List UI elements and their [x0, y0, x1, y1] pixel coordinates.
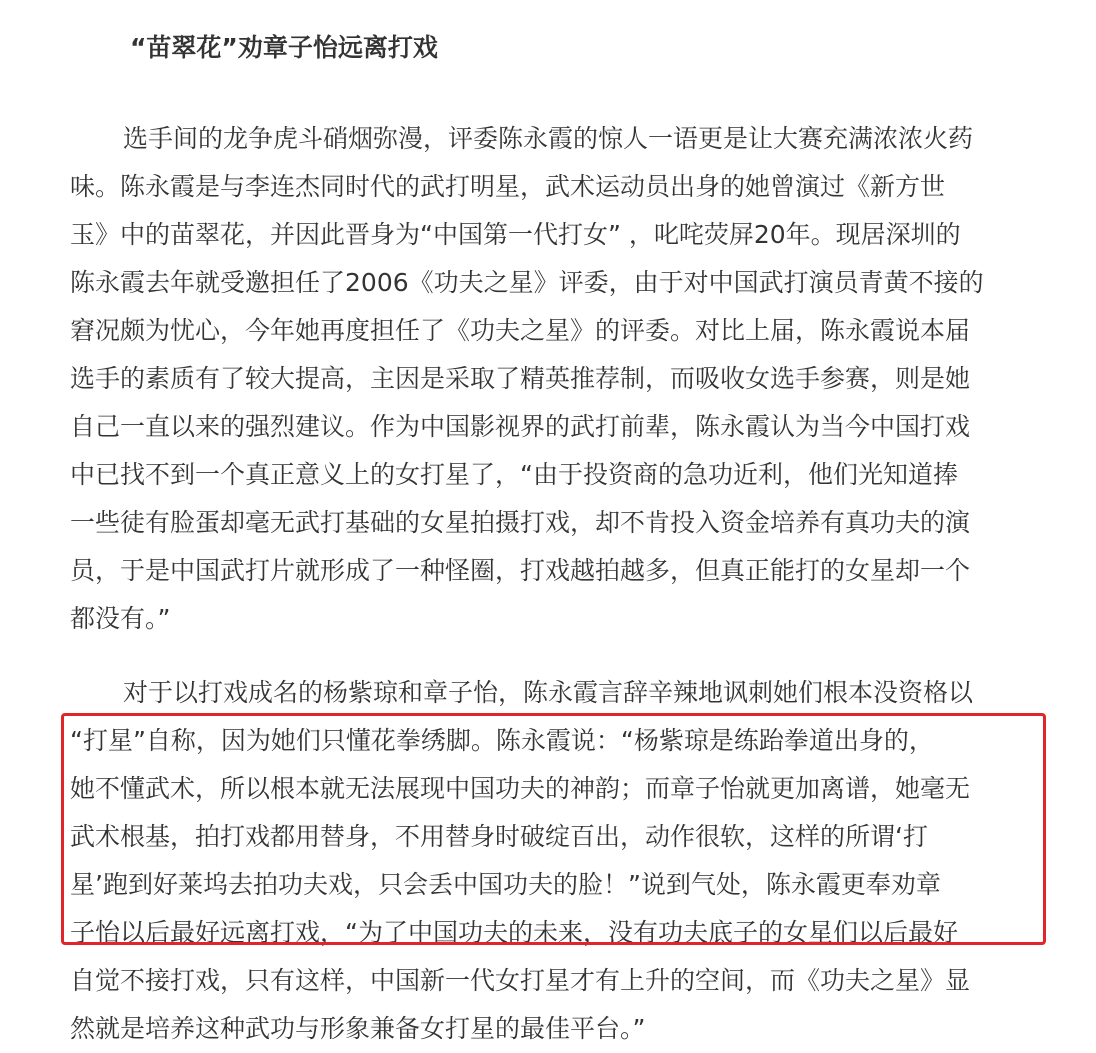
paragraph-1 [70, 115, 1050, 643]
paragraph-line: 星’跑到好莱坞去拍功夫戏，只会丢中国功夫的脸！”说到气处，陈永霞更奉劝章 [70, 870, 941, 899]
paragraph-line: 员，于是中国武打片就形成了一种怪圈，打戏越拍越多，但真正能打的女星却一个 [70, 556, 971, 585]
paragraph-line: 都没有。” [70, 604, 171, 633]
paragraph-line: 自觉不接打戏，只有这样，中国新一代女打星才有上升的空间，而《功夫之星》显 [70, 966, 971, 995]
paragraph-line: 选手的素质有了较大提高，主因是采取了精英推荐制，而吸收女选手参赛，则是她 [70, 364, 971, 393]
paragraph-line: 她不懂武术，所以根本就无法展现中国功夫的神韵；而章子怡就更加离谱，她毫无 [70, 774, 971, 803]
paragraph-line: 窘况颇为忧心，今年她再度担任了《功夫之星》的评委。对比上届，陈永霞说本届 [70, 316, 971, 345]
paragraph-line: 武术根基，拍打戏都用替身，不用替身时破绽百出，动作很软，这样的所谓‘打 [70, 822, 928, 851]
paragraph-2 [70, 669, 1050, 1053]
paragraph-line: 中已找不到一个真正意义上的女打星了，“由于投资商的急功近利，他们光知道捧 [70, 460, 958, 489]
paragraph-line: 陈永霞去年就受邀担任了2006《功夫之星》评委，由于对中国武打演员青黄不接的 [70, 268, 984, 297]
paragraph-line: 然就是培养这种武功与形象兼备女打星的最佳平台。” [70, 1014, 646, 1043]
paragraph-line: 玉》中的苗翠花，并因此晋身为“中国第一代打女” ，叱咤荧屏20年。现居深圳的 [70, 220, 961, 249]
paragraph-line: 对于以打戏成名的杨紫琼和章子怡，陈永霞言辞辛辣地讽刺她们根本没资格以 [123, 678, 974, 707]
paragraph-line: “打星”自称，因为她们只懂花拳绣脚。陈永霞说：“杨紫琼是练跆拳道出身的， [70, 726, 934, 755]
paragraph-line: 子怡以后最好远离打戏，“为了中国功夫的未来，没有功夫底子的女星们以后最好 [70, 918, 958, 947]
paragraph-line: 味。陈永霞是与李连杰同时代的武打明星，武术运动员出身的她曾演过《新方世 [70, 172, 946, 201]
section-heading: “苗翠花”劝章子怡远离打戏 [130, 33, 438, 62]
paragraph-line: 选手间的龙争虎斗硝烟弥漫，评委陈永霞的惊人一语更是让大赛充满浓浓火药 [123, 124, 974, 153]
paragraph-line: 自己一直以来的强烈建议。作为中国影视界的武打前辈，陈永霞认为当今中国打戏 [70, 412, 971, 441]
paragraph-line: 一些徒有脸蛋却毫无武打基础的女星拍摄打戏，却不肯投入资金培养有真功夫的演 [70, 508, 971, 537]
